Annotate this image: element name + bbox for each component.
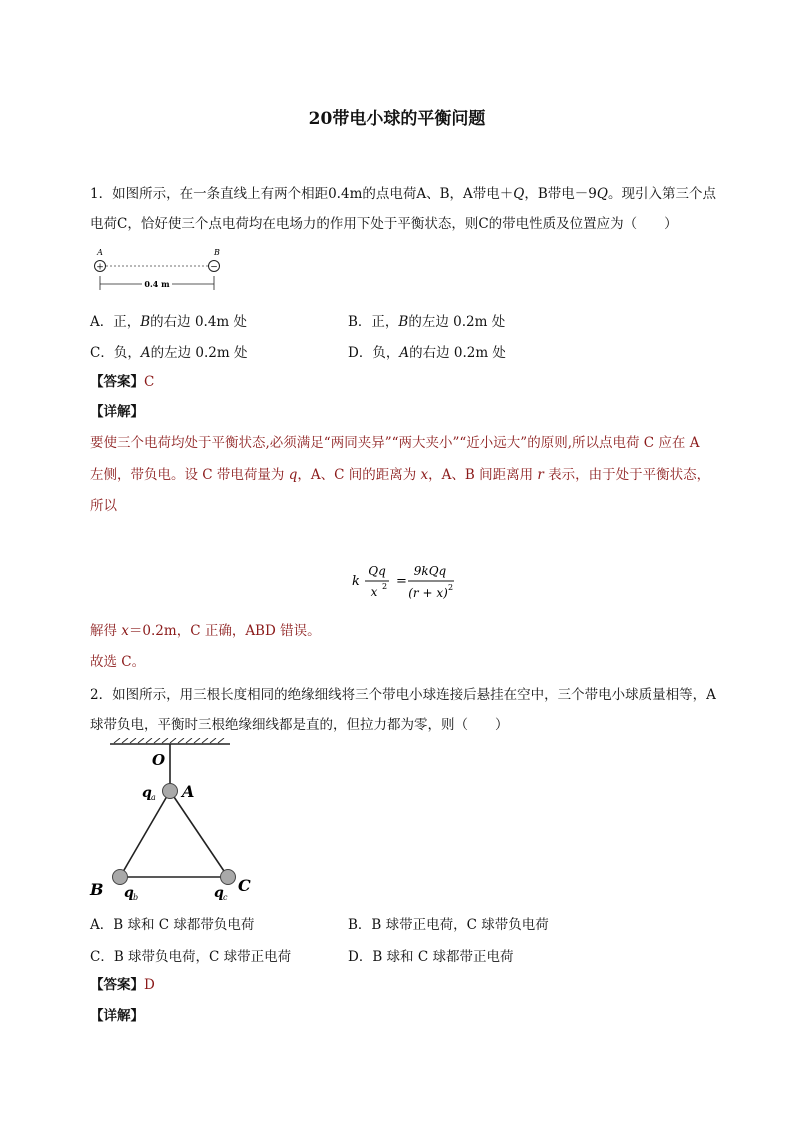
option-text: 的左边 0.2m 处	[408, 314, 506, 330]
detail-text: 左侧，带负电。设 C 带电荷量为	[90, 467, 289, 483]
option-var: A	[399, 345, 410, 361]
q1-stem-line1	[90, 185, 716, 203]
q2-number: 2．	[90, 687, 113, 703]
q1-option-c[interactable]	[90, 341, 247, 361]
q1-number: 1．	[90, 186, 113, 202]
label-c: C	[238, 876, 251, 895]
label-a: A	[182, 782, 195, 801]
q1-sign-a: +	[96, 262, 104, 273]
q1-formula	[350, 560, 460, 606]
label-o: O	[152, 751, 166, 769]
formula-num1: Qq	[368, 564, 386, 578]
option-text: 的右边 0.2m 处	[409, 345, 506, 361]
label-qb-sub: b	[133, 893, 139, 900]
option-text: C．负，	[90, 345, 141, 361]
q1-stem-var: Q	[596, 186, 608, 202]
answer-label: 【答案】	[90, 977, 144, 993]
q2-option-d[interactable]: D．B 球和 C 球都带正电荷	[348, 949, 514, 965]
q1-stem-line2: 电荷C，恰好使三个点电荷均在电场力的作用下处于平衡状态，则C的带电性质及位置应为（ ）	[90, 216, 678, 232]
detail-var: q	[288, 467, 298, 483]
q2-stem-part: 如图所示，用三根长度相同的绝缘细线将三个带电小球连接后悬挂在空中，三个带电小球质量相等，A	[112, 687, 716, 703]
q1-option-d[interactable]	[348, 341, 506, 361]
option-text: A．正，	[90, 314, 141, 330]
q1-option-b[interactable]	[348, 310, 505, 330]
ceiling-hatch	[114, 738, 224, 743]
ball-b	[113, 870, 128, 885]
q1-conclusion: 故选 C。	[90, 654, 146, 670]
answer-value: D	[144, 977, 155, 993]
formula-den2: (r + x)	[408, 586, 448, 600]
q1-stem-part: 。现引入第三个点	[607, 186, 716, 202]
ball-a	[163, 784, 178, 799]
answer-label: 【答案】	[90, 374, 144, 390]
formula-den1: x	[370, 585, 378, 599]
label-b: B	[90, 880, 104, 899]
q1-figure	[90, 246, 230, 296]
option-var: B	[140, 314, 151, 330]
detail-var: r	[537, 467, 544, 483]
label-qc: q	[214, 885, 224, 900]
q2-option-a[interactable]: A．B 球和 C 球都带负电荷	[90, 917, 255, 933]
q2-answer	[90, 976, 155, 994]
solve-var: x	[121, 623, 129, 639]
q1-distance-label: 0.4 m	[144, 279, 170, 289]
label-qa: q	[142, 785, 152, 801]
q1-detail-line3: 所以	[90, 498, 117, 514]
q2-stem-line1	[90, 686, 716, 704]
q1-fig-label-b: B	[214, 248, 220, 257]
solve-text: ＝0.2m，C 正确，ABD 错误。	[128, 623, 321, 639]
formula-exp1: 2	[382, 582, 388, 591]
ball-c	[221, 870, 236, 885]
option-var: A	[140, 345, 151, 361]
formula-num2: 9kQq	[413, 564, 447, 578]
q1-stem-var: Q	[513, 186, 525, 202]
label-qc-sub: c	[223, 893, 228, 900]
q1-sign-b: −	[210, 262, 218, 273]
string-ac	[170, 791, 228, 877]
q1-solve	[90, 622, 321, 640]
formula-exp2: 2	[448, 583, 454, 592]
q2-stem-line2: 球带负电，平衡时三根绝缘细线都是直的，但拉力都为零，则（ ）	[90, 717, 509, 733]
q1-stem-part: A、B，A带电＋	[416, 186, 514, 202]
detail-text: 表示，由于处于平衡状态，	[543, 467, 711, 483]
q1-stem-part: 0.4m	[328, 186, 363, 202]
q1-stem-part: 的点电荷	[362, 186, 417, 202]
q1-option-a[interactable]	[90, 310, 247, 330]
formula-eq: =	[396, 574, 407, 589]
option-text: 的左边 0.2m 处	[150, 345, 248, 361]
q2-figure	[88, 738, 260, 900]
q1-stem-part: 如图所示，在一条直线上有两个相距	[112, 186, 329, 202]
detail-var: x	[420, 467, 429, 483]
detail-text: ，A、B 间距离用	[428, 467, 538, 483]
q1-stem-part: ，B带电－9	[524, 186, 597, 202]
label-qa-sub: a	[151, 793, 156, 802]
option-text: 的右边 0.4m 处	[150, 314, 248, 330]
q2-detail-label: 【详解】	[90, 1008, 144, 1024]
q1-detail-line2	[90, 466, 710, 484]
q1-detail-line1: 要使三个电荷均处于平衡状态,必须满足“两同夹异”“两大夹小”“近小远大”的原则,所以点电荷 C 应在 A	[90, 435, 700, 451]
page-title: 20带电小球的平衡问题	[308, 109, 486, 129]
option-text: D．负，	[348, 345, 400, 361]
option-text: B．正，	[348, 314, 399, 330]
answer-value: C	[144, 374, 155, 390]
option-var: B	[398, 314, 409, 330]
q1-answer	[90, 373, 154, 391]
q2-option-b[interactable]: B．B 球带正电荷，C 球带负电荷	[348, 917, 549, 933]
label-qb: q	[124, 885, 134, 900]
q1-detail-label: 【详解】	[90, 404, 144, 420]
solve-text: 解得	[90, 623, 122, 639]
detail-text: ，A、C 间的距离为	[297, 467, 421, 483]
string-ab	[120, 791, 170, 877]
q2-option-c[interactable]: C．B 球带负电荷，C 球带正电荷	[90, 949, 292, 965]
q1-fig-label-a: A	[97, 248, 103, 257]
formula-k: k	[352, 574, 360, 589]
